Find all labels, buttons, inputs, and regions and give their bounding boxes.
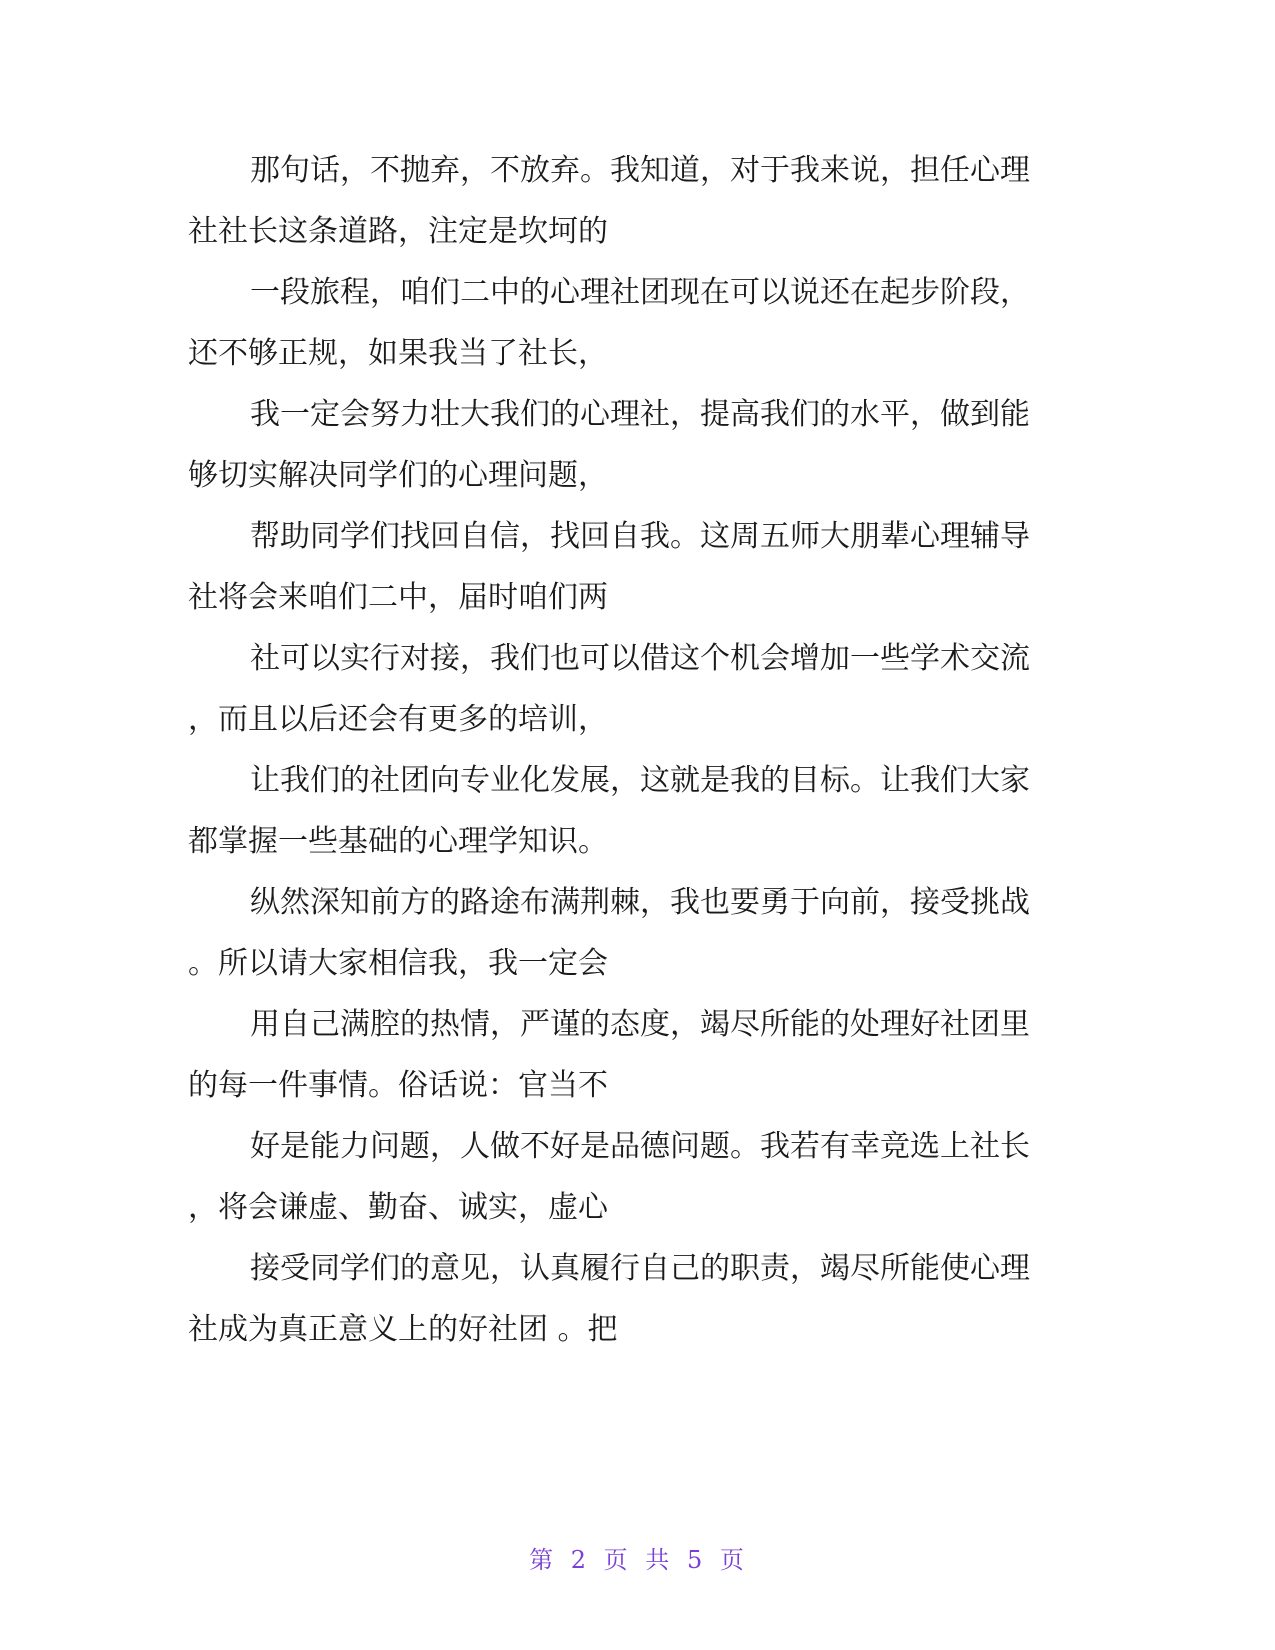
- text-line: 还不够正规，如果我当了社长，: [188, 336, 608, 371]
- page-number-footer: 第 2 页 共 5 页: [529, 1546, 746, 1574]
- text-line: 我一定会努力壮大我们的心理社，提高我们的水平，做到能: [250, 397, 1030, 432]
- text-line: 好是能力问题，人做不好是品德问题。我若有幸竞选上社长: [250, 1129, 1030, 1164]
- text-line: 让我们的社团向专业化发展，这就是我的目标。让我们大家: [250, 763, 1030, 798]
- document-body: [188, 140, 1068, 1360]
- text-line: 。所以请大家相信我，我一定会: [188, 946, 608, 981]
- text-line: 一段旅程，咱们二中的心理社团现在可以说还在起步阶段，: [250, 275, 1030, 310]
- text-line: 社将会来咱们二中，届时咱们两: [188, 580, 608, 615]
- text-line: 都掌握一些基础的心理学知识。: [188, 824, 608, 859]
- text-line: 的每一件事情。俗话说：官当不: [188, 1068, 608, 1103]
- text-line: 社可以实行对接，我们也可以借这个机会增加一些学术交流: [250, 641, 1030, 676]
- text-line: 那句话，不抛弃，不放弃。我知道，对于我来说，担任心理: [250, 153, 1030, 188]
- text-line: 社成为真正意义上的好社团 。把: [188, 1312, 618, 1347]
- text-line: ，将会谦虚、勤奋、诚实，虚心: [188, 1190, 608, 1225]
- text-line: 够切实解决同学们的心理问题，: [188, 458, 608, 493]
- text-line: ，而且以后还会有更多的培训，: [188, 702, 608, 737]
- text-line: 帮助同学们找回自信，找回自我。这周五师大朋辈心理辅导: [250, 519, 1030, 554]
- text-line: 用自己满腔的热情，严谨的态度，竭尽所能的处理好社团里: [250, 1007, 1030, 1042]
- text-line: 社社长这条道路，注定是坎坷的: [188, 214, 608, 249]
- text-line: 纵然深知前方的路途布满荆棘，我也要勇于向前，接受挑战: [250, 885, 1030, 920]
- text-line: 接受同学们的意见，认真履行自己的职责，竭尽所能使心理: [250, 1251, 1030, 1286]
